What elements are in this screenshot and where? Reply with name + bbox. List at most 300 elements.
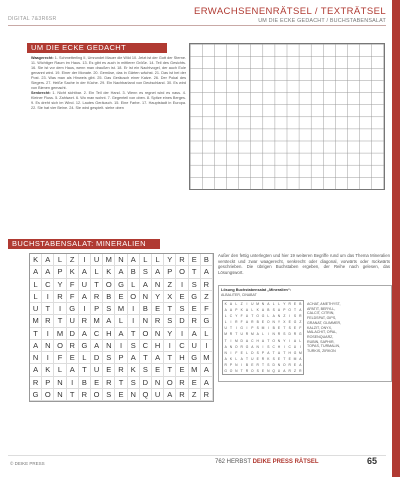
word-search-cell[interactable]: L (152, 254, 164, 266)
word-search-cell[interactable]: P (54, 266, 66, 278)
word-search-cell[interactable]: R (176, 377, 188, 389)
mini-grid-cell: O (267, 320, 270, 325)
mini-grid-cell: E (277, 326, 281, 331)
footer-divider (8, 455, 386, 456)
word-search-cell[interactable]: L (140, 254, 152, 266)
mini-grid-cell: O (229, 368, 233, 373)
word-search-cell[interactable]: E (115, 389, 127, 401)
word-search-cell[interactable]: O (54, 340, 66, 352)
word-search-cell[interactable]: U (79, 279, 91, 291)
mini-grid-cell: A (245, 308, 249, 313)
mini-grid-cell: B (256, 320, 259, 325)
word-search-cell[interactable]: R (152, 315, 164, 327)
word-search-cell[interactable]: E (176, 364, 188, 376)
word-search-cell[interactable]: N (152, 279, 164, 291)
word-search-cell[interactable]: C (91, 328, 103, 340)
mini-grid-cell: A (256, 332, 259, 337)
word-search-cell[interactable]: N (54, 377, 66, 389)
mini-grid-cell: R (229, 332, 233, 337)
mini-grid-cell: D (251, 350, 254, 355)
word-search-cell[interactable]: A (128, 254, 140, 266)
mini-grid-cell: E (251, 362, 254, 367)
word-search-cell[interactable]: S (189, 279, 201, 291)
mini-grid-cell: E (277, 356, 281, 361)
footer-issue-prefix: 762 HERBST (215, 459, 251, 465)
word-search-cell[interactable]: A (79, 328, 91, 340)
word-search-cell[interactable]: K (128, 364, 140, 376)
word-search-cell[interactable]: Y (164, 254, 176, 266)
mini-grid-cell: C (251, 338, 254, 343)
word-search-cell[interactable]: F (54, 352, 66, 364)
word-search-cell[interactable]: G (67, 303, 79, 315)
word-search-cell[interactable]: E (189, 377, 201, 389)
mini-grid-cell: R (245, 368, 249, 373)
mini-grid-cell: H (256, 338, 259, 343)
mini-grid-cell: O (272, 338, 275, 343)
word-search-cell[interactable]: S (140, 266, 152, 278)
mini-grid-cell: I (262, 344, 264, 349)
word-search-cell[interactable]: E (67, 352, 79, 364)
page-edge-accent (392, 0, 400, 477)
word-search-cell[interactable]: R (67, 340, 79, 352)
word-search-cell[interactable]: A (42, 254, 54, 266)
word-search-cell[interactable]: K (30, 254, 42, 266)
mini-grid-cell: L (278, 302, 280, 307)
word-search-cell[interactable]: P (115, 352, 127, 364)
mini-grid-cell: N (229, 344, 233, 349)
word-search-cell[interactable]: O (140, 328, 152, 340)
word-list-item: RUBIN, SAPHIR, (307, 339, 335, 344)
mini-grid-cell: X (283, 320, 286, 325)
word-search-cell[interactable]: F (201, 303, 213, 315)
word-search-cell[interactable]: T (189, 266, 201, 278)
word-search-cell[interactable]: G (30, 389, 42, 401)
word-search-cell[interactable]: A (201, 266, 213, 278)
word-search-cell[interactable]: N (103, 340, 115, 352)
word-search-cell[interactable]: I (176, 279, 188, 291)
mini-grid-cell: L (272, 302, 275, 307)
mini-grid-cell: N (277, 314, 281, 319)
word-search-cell[interactable]: A (201, 364, 213, 376)
word-search-cell[interactable]: I (79, 254, 91, 266)
word-search-cell[interactable]: T (164, 364, 176, 376)
word-search-cell[interactable]: L (91, 266, 103, 278)
word-search-cell[interactable]: Y (54, 279, 66, 291)
word-search-cell[interactable]: N (152, 377, 164, 389)
word-search-cell[interactable]: N (30, 352, 42, 364)
mini-grid-cell: P (283, 308, 286, 313)
mini-grid-cell: T (283, 350, 286, 355)
word-search-cell[interactable]: R (30, 377, 42, 389)
mini-grid-cell: Y (283, 302, 286, 307)
word-search-cell[interactable]: R (189, 315, 201, 327)
word-list-item: GRANAT, GLIMMER, (307, 320, 342, 325)
word-search-cell[interactable]: Z (67, 254, 79, 266)
mini-grid-cell: A (251, 344, 254, 349)
mini-grid-cell: G (299, 332, 302, 337)
word-search-cell[interactable]: B (201, 254, 213, 266)
word-search-cell[interactable]: S (103, 389, 115, 401)
mini-grid-cell: U (240, 332, 243, 337)
word-search-cell[interactable]: N (54, 389, 66, 401)
mini-grid-cell: N (235, 368, 238, 373)
word-search-cell[interactable]: N (115, 254, 127, 266)
mini-grid-cell: T (272, 350, 275, 355)
section-banner-um-die-ecke: UM DIE ECKE GEDACHT (27, 43, 167, 53)
word-search-cell[interactable]: T (140, 352, 152, 364)
word-search-cell[interactable]: M (115, 303, 127, 315)
mini-grid-cell: B (299, 302, 302, 307)
mini-grid-cell: I (299, 344, 301, 349)
word-search-cell[interactable]: T (164, 352, 176, 364)
clues-across-text: 1. Schmetterling II, Umrundet Mauer die Wild 10. Jetzt ist der Gott der Sterne. 11. Wichtiger Raum im Haus. 13. Es gibt es auch in mittlerer Größe. 14. Teil des Gesichts. 16. Sie ist vor dem Haus, wenn man draußen ist. 18. Er ist ein Nachtvogel, der auch Eule genannt wird. 19. Einer der Monate. 20. Gemüse, das in Gärten wächst. 21. Das ist bei der Post. 23. Was man als Hinweis gibt. 25. Das Geräusch einer Katze. 26. Der Pokal des Siegers. 27. Heiße Sache in der Küche. 29. Ein Nachbarland von Deutschland. 30. Es wird von Bienen gemacht. (31, 56, 186, 91)
word-search-cell[interactable]: E (91, 377, 103, 389)
word-list-item: ROSENQUARZ, (307, 334, 334, 339)
solution-box-subtitle: ALBALITER, CINABAT (221, 293, 257, 297)
mini-grid-cell: E (256, 356, 259, 361)
mini-grid-cell: P (251, 326, 254, 331)
word-search-grid[interactable] (29, 253, 214, 402)
word-search-cell[interactable]: B (140, 303, 152, 315)
mini-grid-cell: O (256, 314, 259, 319)
word-search-cell[interactable]: G (79, 340, 91, 352)
mini-grid-cell: I (230, 350, 232, 355)
word-search-cell[interactable]: O (128, 291, 140, 303)
mini-grid-cell: T (229, 326, 232, 331)
word-list-item: ACHAT, AMETHYST, (307, 302, 341, 306)
mini-grid-cell: T (251, 314, 254, 319)
mini-grid-cell: U (277, 368, 281, 373)
mini-grid-cell: K (240, 308, 243, 313)
mini-grid-cell: F (240, 320, 243, 325)
word-search-cell[interactable]: R (91, 291, 103, 303)
mini-grid-cell: I (230, 320, 232, 325)
mini-grid-cell: F (299, 326, 302, 331)
mini-grid-cell: R (240, 344, 243, 349)
word-search-cell[interactable]: R (79, 389, 91, 401)
mini-grid-cell: N (267, 368, 270, 373)
word-search-cell[interactable]: O (91, 389, 103, 401)
word-search-cell[interactable]: M (30, 315, 42, 327)
word-search-cell[interactable]: A (67, 364, 79, 376)
word-search-cell[interactable]: I (42, 328, 54, 340)
word-search-cell[interactable]: F (67, 279, 79, 291)
mini-grid-cell: M (293, 356, 297, 361)
mini-grid-cell: L (299, 338, 302, 343)
word-search-cell[interactable]: T (115, 377, 127, 389)
word-search-cell[interactable]: L (30, 291, 42, 303)
mini-grid-cell: A (277, 350, 281, 355)
mini-grid-cell: O (288, 308, 291, 313)
word-search-cell[interactable]: M (201, 352, 213, 364)
word-search-cell[interactable]: Y (152, 291, 164, 303)
mini-grid-cell: N (272, 320, 275, 325)
mini-grid-cell: H (277, 344, 281, 349)
mini-grid-cell: T (293, 308, 296, 313)
word-search-cell[interactable]: L (54, 254, 66, 266)
word-search-cell[interactable]: A (152, 266, 164, 278)
word-search-cell[interactable]: U (67, 315, 79, 327)
word-search-cell[interactable]: A (152, 352, 164, 364)
mini-grid-cell: S (293, 314, 297, 319)
word-search-cell[interactable]: I (201, 340, 213, 352)
word-search-cell[interactable]: E (103, 364, 115, 376)
word-search-cell[interactable]: T (42, 303, 54, 315)
mini-grid-cell: R (251, 320, 254, 325)
word-search-cell[interactable]: U (91, 364, 103, 376)
word-search-cell[interactable]: G (189, 291, 201, 303)
word-search-cell[interactable]: F (67, 291, 79, 303)
word-search-cell[interactable]: A (115, 266, 127, 278)
mini-grid-cell: A (261, 308, 265, 313)
word-search-cell[interactable]: K (67, 266, 79, 278)
word-search-cell[interactable]: A (140, 279, 152, 291)
word-search-cell[interactable]: I (79, 303, 91, 315)
word-search-cell[interactable]: L (201, 328, 213, 340)
mini-grid-cell: O (283, 362, 286, 367)
mini-grid-cell: M (261, 326, 265, 331)
word-search-cell[interactable]: N (152, 328, 164, 340)
word-search-cell[interactable]: K (42, 364, 54, 376)
word-search-cell[interactable]: K (103, 266, 115, 278)
word-search-cell[interactable]: I (115, 340, 127, 352)
word-search-cell[interactable]: O (176, 266, 188, 278)
word-search-cell[interactable]: M (189, 364, 201, 376)
word-search-cell[interactable]: I (67, 377, 79, 389)
word-search-cell[interactable]: P (164, 266, 176, 278)
word-search-cell[interactable]: A (128, 352, 140, 364)
word-search-cell[interactable]: R (115, 364, 127, 376)
word-search-cell[interactable]: R (79, 315, 91, 327)
word-search-cell[interactable]: R (201, 389, 213, 401)
word-search-cell[interactable]: D (176, 315, 188, 327)
word-search-cell[interactable]: O (164, 377, 176, 389)
word-search-cell[interactable]: A (115, 328, 127, 340)
crossword-grid[interactable] (189, 43, 385, 190)
word-search-cell[interactable]: P (91, 303, 103, 315)
mini-grid-cell: T (245, 356, 248, 361)
word-search-cell[interactable]: A (79, 291, 91, 303)
word-search-cell[interactable]: Z (189, 389, 201, 401)
word-list-item: KALZIT, ONYX, (307, 325, 332, 330)
word-search-cell[interactable]: Z (164, 279, 176, 291)
mini-grid-cell: A (299, 308, 302, 313)
word-search-cell[interactable]: H (103, 328, 115, 340)
mini-grid-cell: A (283, 368, 286, 373)
word-search-cell[interactable]: N (128, 389, 140, 401)
mini-grid-cell: M (234, 338, 238, 343)
word-search-cell[interactable]: U (152, 389, 164, 401)
mini-grid-cell: S (272, 356, 275, 361)
word-search-cell[interactable]: A (42, 266, 54, 278)
word-search-cell[interactable]: E (152, 303, 164, 315)
word-search-cell[interactable]: Y (164, 328, 176, 340)
mini-grid-cell: O (251, 368, 254, 373)
word-search-cell[interactable]: E (189, 303, 201, 315)
mini-grid-cell: I (230, 338, 232, 343)
word-search-cell[interactable]: H (176, 352, 188, 364)
word-search-cell[interactable]: S (128, 377, 140, 389)
mini-grid-cell: B (245, 362, 249, 367)
mini-grid-cell: K (267, 356, 270, 361)
word-search-cell[interactable]: L (128, 279, 140, 291)
word-search-cell[interactable]: T (67, 389, 79, 401)
word-search-cell[interactable]: T (79, 364, 91, 376)
word-search-cell[interactable]: A (79, 266, 91, 278)
page-subtitle: UM DIE ECKE GEDACHT / BUCHSTABENSALAT (258, 18, 386, 24)
word-search-cell[interactable]: O (42, 389, 54, 401)
mini-grid-cell: A (267, 350, 270, 355)
mini-grid-cell: N (277, 338, 281, 343)
word-search-cell[interactable]: A (30, 364, 42, 376)
word-search-cell[interactable]: A (91, 340, 103, 352)
word-search-cell[interactable]: L (30, 279, 42, 291)
word-search-cell[interactable]: D (91, 352, 103, 364)
word-search-cell[interactable]: M (103, 254, 115, 266)
word-list-item: CALCIT, CITRIN, (307, 311, 335, 316)
word-search-cell[interactable]: A (30, 266, 42, 278)
mini-grid-cell: A (224, 344, 227, 349)
solution-mini-grid (222, 300, 304, 375)
mini-grid-cell: A (240, 356, 243, 361)
word-search-cell[interactable]: M (54, 328, 66, 340)
word-search-cell[interactable]: C (42, 279, 54, 291)
word-search-cell[interactable]: A (164, 389, 176, 401)
mini-grid-cell: S (256, 326, 259, 331)
word-search-cell[interactable]: S (103, 303, 115, 315)
word-list-item: FELDSPAT, GIPS, (307, 316, 337, 321)
word-search-cell[interactable]: S (164, 315, 176, 327)
word-search-cell[interactable]: Q (140, 389, 152, 401)
word-search-cell[interactable]: A (189, 328, 201, 340)
word-search-cell[interactable]: G (201, 315, 213, 327)
word-search-cell[interactable]: B (103, 291, 115, 303)
word-search-cell[interactable]: I (42, 291, 54, 303)
word-search-cell[interactable]: N (42, 340, 54, 352)
mini-grid-cell: S (256, 368, 259, 373)
mini-grid-cell: S (272, 308, 275, 313)
word-search-cell[interactable]: E (189, 254, 201, 266)
word-search-cell[interactable]: I (164, 340, 176, 352)
word-search-cell[interactable]: S (128, 340, 140, 352)
word-search-cell[interactable]: L (54, 364, 66, 376)
word-search-cell[interactable]: U (30, 303, 42, 315)
word-search-cell[interactable]: I (128, 315, 140, 327)
mini-grid-cell: N (261, 302, 265, 307)
word-search-cell[interactable]: E (115, 291, 127, 303)
word-list-item: APATIT, BERYLL, (307, 306, 336, 311)
word-search-cell[interactable]: L (79, 352, 91, 364)
word-search-cell[interactable]: U (189, 340, 201, 352)
word-search-cell[interactable]: C (176, 340, 188, 352)
mini-grid-cell: Z (240, 302, 243, 307)
word-search-cell[interactable]: C (140, 340, 152, 352)
word-search-cell[interactable]: L (115, 315, 127, 327)
mini-grid-cell: I (241, 362, 243, 367)
word-search-cell[interactable]: M (91, 315, 103, 327)
mini-grid-cell: R (277, 332, 281, 337)
footer-brand: DEIKE PRESS RÄTSEL (252, 459, 319, 465)
word-search-cell[interactable]: A (30, 340, 42, 352)
word-search-cell[interactable]: N (140, 291, 152, 303)
mini-grid-cell: R (288, 362, 291, 367)
mini-grid-cell: R (299, 368, 302, 373)
mini-grid-cell: R (293, 332, 297, 337)
word-search-cell[interactable]: T (91, 279, 103, 291)
word-search-cell[interactable]: R (42, 315, 54, 327)
word-search-cell[interactable]: G (189, 352, 201, 364)
word-search-cell[interactable]: I (54, 303, 66, 315)
word-search-cell[interactable]: T (128, 328, 140, 340)
mini-grid-cell: E (261, 368, 265, 373)
word-search-cell[interactable]: R (176, 389, 188, 401)
word-search-cell[interactable]: R (176, 254, 188, 266)
mini-grid-cell: E (288, 356, 291, 361)
word-search-cell[interactable]: B (128, 266, 140, 278)
mini-grid-cell: M (224, 332, 228, 337)
mini-grid-cell: Y (283, 338, 286, 343)
word-search-cell[interactable]: B (79, 377, 91, 389)
word-search-cell[interactable]: A (201, 377, 213, 389)
mini-grid-cell: Z (293, 368, 296, 373)
word-search-cell[interactable]: Z (201, 291, 213, 303)
mini-grid-cell: S (256, 350, 259, 355)
mini-grid-cell: N (224, 350, 227, 355)
word-search-cell[interactable]: A (103, 315, 115, 327)
mini-grid-cell: E (293, 362, 297, 367)
word-search-cell[interactable]: D (140, 377, 152, 389)
word-search-cell[interactable]: S (103, 352, 115, 364)
mini-grid-cell: U (293, 344, 297, 349)
mini-grid-cell: F (240, 314, 243, 319)
mini-grid-cell: Z (283, 314, 286, 319)
word-search-cell[interactable]: G (115, 279, 127, 291)
word-search-cell[interactable]: S (140, 364, 152, 376)
word-search-cell[interactable]: T (164, 303, 176, 315)
mini-grid-cell: D (272, 362, 275, 367)
word-search-cell[interactable]: O (103, 279, 115, 291)
mini-grid-cell: O (235, 344, 238, 349)
word-search-cell[interactable]: E (152, 364, 164, 376)
word-search-cell[interactable]: I (176, 328, 188, 340)
mini-grid-cell: E (261, 320, 265, 325)
word-search-cell[interactable]: U (91, 254, 103, 266)
word-search-cell[interactable]: R (54, 291, 66, 303)
word-search-cell[interactable]: I (128, 303, 140, 315)
word-search-cell[interactable]: X (164, 291, 176, 303)
mini-grid-cell: U (245, 314, 249, 319)
word-search-cell[interactable]: E (176, 291, 188, 303)
word-search-cell[interactable]: D (67, 328, 79, 340)
word-search-cell[interactable]: S (176, 303, 188, 315)
word-search-cell[interactable]: T (30, 328, 42, 340)
mini-grid-cell: G (293, 350, 297, 355)
word-search-cell[interactable]: R (103, 377, 115, 389)
word-search-cell[interactable]: H (152, 340, 164, 352)
word-search-cell[interactable]: T (54, 315, 66, 327)
mini-grid-cell: E (293, 326, 297, 331)
mini-grid-cell: I (267, 332, 269, 337)
mini-grid-cell: T (235, 332, 238, 337)
mini-grid-cell: A (229, 302, 233, 307)
word-search-cell[interactable]: I (42, 352, 54, 364)
word-search-cell[interactable]: R (201, 279, 213, 291)
word-search-cell[interactable]: P (42, 377, 54, 389)
word-search-cell[interactable]: N (140, 315, 152, 327)
mini-grid-cell: L (224, 314, 227, 319)
mini-grid-cell: P (235, 308, 238, 313)
mini-grid-cell: B (272, 326, 275, 331)
